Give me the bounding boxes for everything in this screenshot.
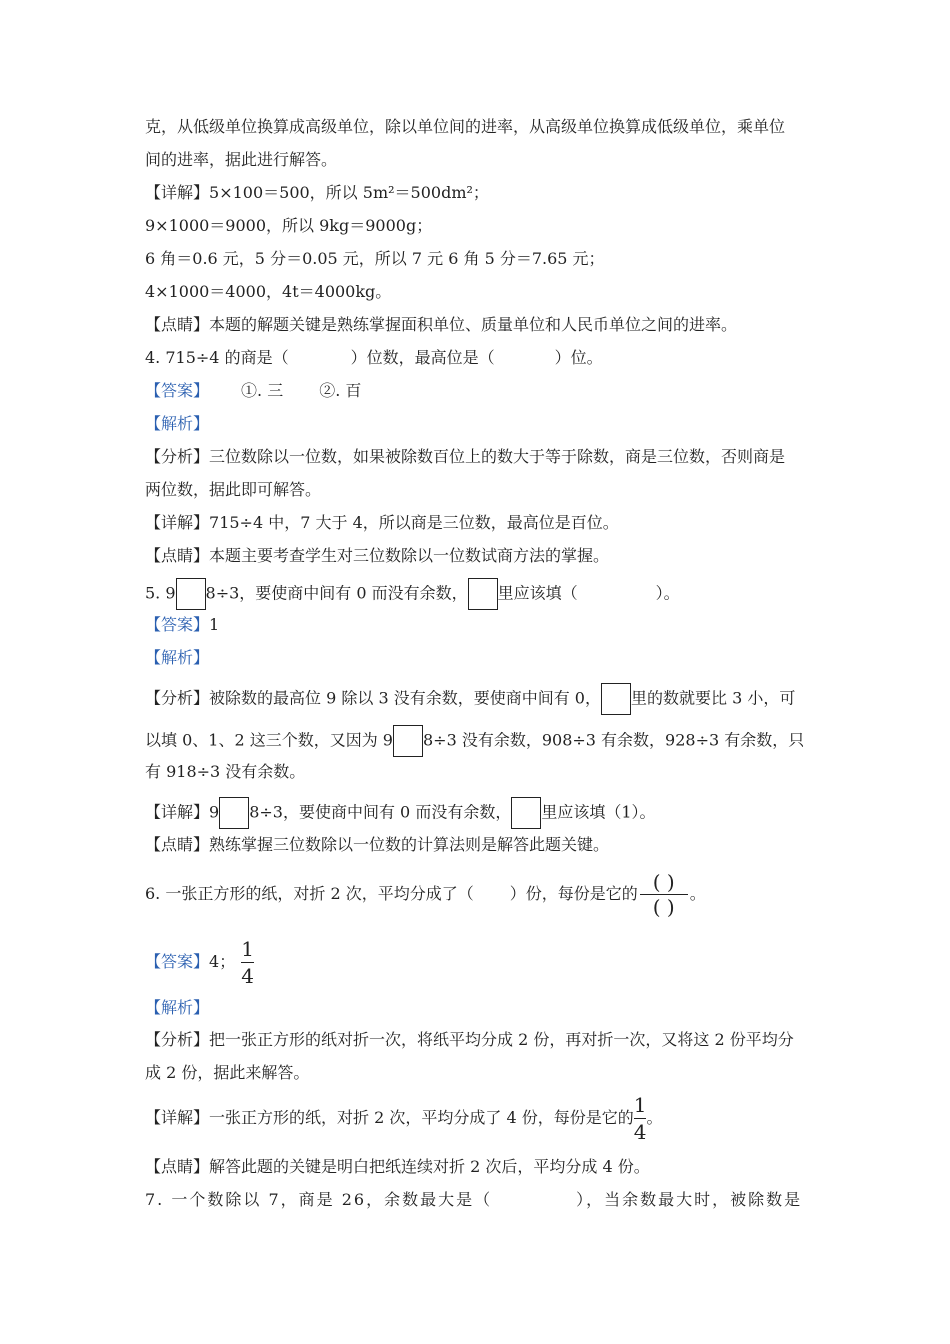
answer-tag: 【答案】	[145, 952, 210, 971]
detail-line: 【详解】9 8÷3，要使商中间有 0 而没有余数， 里应该填（1）。	[145, 797, 656, 829]
question-7: 7. 一个数除以 7，商是 26，余数最大是（ ），当余数最大时，被除数是	[145, 1190, 803, 1209]
question-5: 5. 9 8÷3，要使商中间有 0 而没有余数， 里应该填（ ）。	[145, 578, 680, 610]
answer-line	[145, 381, 361, 401]
answer-tag: 【答案】	[145, 381, 210, 400]
analysis-line: 两位数，据此即可解答。	[145, 480, 322, 499]
analysis-line: 有 918÷3 没有余数。	[145, 762, 306, 781]
point-line: 【点睛】解答此题的关键是明白把纸连续对折 2 次后，平均分成 4 份。	[145, 1157, 650, 1176]
answer-line: 【答案】4； $\frac{1}{4}$	[145, 937, 254, 988]
answer-2: ②. 百	[319, 381, 362, 400]
detail-line: 【详解】一张正方形的纸，对折 2 次，平均分成了 4 份，每份是它的 $\frac{1}{4}$ 。	[145, 1093, 663, 1144]
analysis-line: 以填 0、1、2 这三个数，又因为 9 8÷3 没有余数，908÷3 有余数，928÷3 有余数，只	[145, 725, 804, 757]
answer-tag: 【答案】	[145, 615, 210, 634]
question-4: 4. 715÷4 的商是（ ）位数，最高位是（ ）位。	[145, 348, 603, 367]
fraction: $\frac{1}{4}$	[633, 1093, 647, 1144]
analysis-tag: 【解析】	[145, 648, 210, 667]
blank-box	[601, 683, 631, 715]
blank-box	[176, 578, 206, 610]
calc-line: 9×1000＝9000，所以 9kg＝9000g；	[145, 216, 433, 235]
blank-box	[468, 578, 498, 610]
answer-1: ①. 三	[241, 381, 284, 400]
answer-line	[145, 615, 219, 635]
text-line: 克，从低级单位换算成高级单位，除以单位间的进率，从高级单位换算成低级单位，乘单位	[145, 117, 786, 136]
detail-line: 【详解】715÷4 中，7 大于 4，所以商是三位数，最高位是百位。	[145, 513, 619, 532]
analysis-line: 成 2 份，据此来解答。	[145, 1063, 310, 1082]
fraction: $\frac{1}{4}$	[241, 937, 254, 988]
calc-line: 6 角＝0.6 元，5 分＝0.05 元，所以 7 元 6 角 5 分＝7.65 元；	[145, 249, 605, 268]
analysis-tag: 【解析】	[145, 998, 210, 1017]
point-line: 【点睛】熟练掌握三位数除以一位数的计算法则是解答此题关键。	[145, 835, 610, 854]
point-line: 【点睛】本题主要考查学生对三位数除以一位数试商方法的掌握。	[145, 546, 610, 565]
analysis-line: 【分析】被除数的最高位 9 除以 3 没有余数，要使商中间有 0， 里的数就要比 3 小，可	[145, 683, 795, 715]
analysis-tag: 【解析】	[145, 414, 210, 433]
calc-line: 4×1000＝4000，4t＝4000kg。	[145, 282, 392, 301]
blank-box	[393, 725, 423, 757]
blank-fraction: $\frac{( )}{( )}$	[638, 871, 690, 918]
question-6: 6. 一张正方形的纸，对折 2 次，平均分成了（ ）份，每份是它的 $\frac{( )}{( )}$ 。	[145, 870, 706, 919]
text-line: 间的进率，据此进行解答。	[145, 150, 338, 169]
detail-line: 【详解】5×100＝500，所以 5m²＝500dm²；	[145, 183, 489, 202]
point-line: 【点睛】本题的解题关键是熟练掌握面积单位、质量单位和人民币单位之间的进率。	[145, 315, 738, 334]
blank-box	[511, 797, 541, 829]
answer-value: 1	[209, 615, 220, 634]
analysis-line: 【分析】把一张正方形的纸对折一次，将纸平均分成 2 份，再对折一次，又将这 2 份平均分	[145, 1030, 794, 1049]
blank-box	[219, 797, 249, 829]
analysis-line: 【分析】三位数除以一位数，如果被除数百位上的数大于等于除数，商是三位数，否则商是	[145, 447, 786, 466]
